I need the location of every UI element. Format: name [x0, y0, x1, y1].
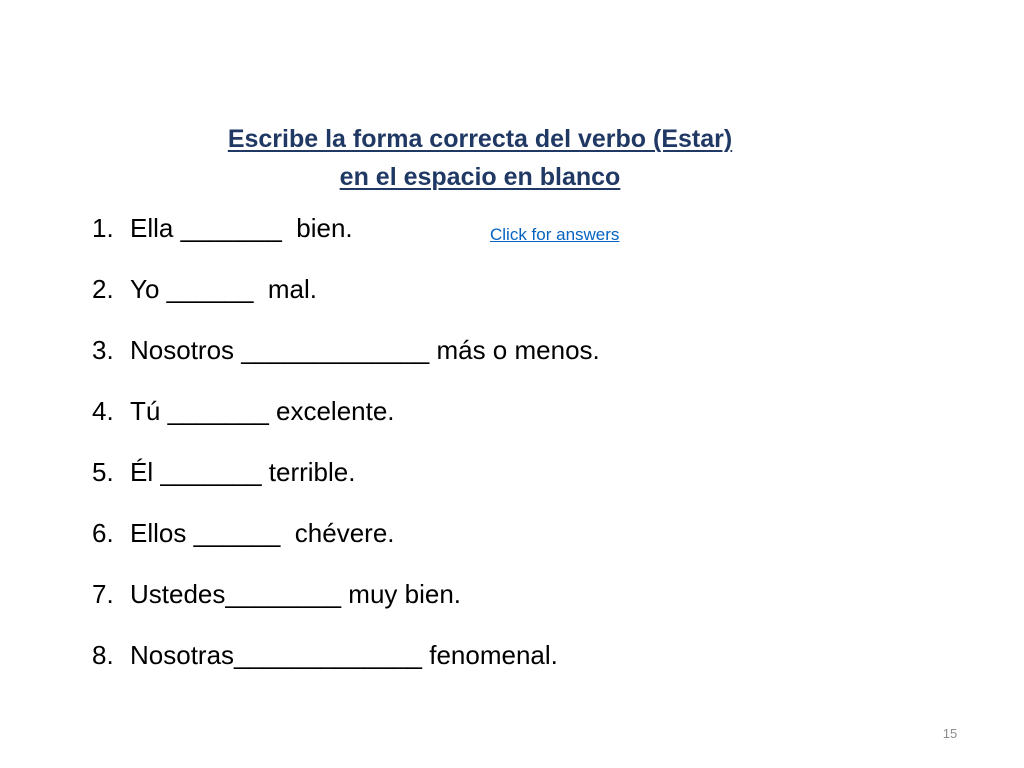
item-number: 7.	[92, 579, 114, 609]
item-text: Ustedes________ muy bien.	[130, 579, 462, 609]
item-text: Nosotros _____________ más o menos.	[130, 335, 600, 365]
exercise-item-4	[92, 396, 600, 457]
item-number: 6.	[92, 518, 114, 548]
exercise-item-8	[92, 640, 600, 701]
item-number: 1.	[92, 213, 114, 243]
title-line-1: Escribe la forma correcta del verbo (Estar)	[227, 125, 733, 153]
page-number: 15	[942, 726, 958, 741]
exercise-item-5	[92, 457, 600, 518]
item-text: Él _______ terrible.	[130, 457, 356, 487]
item-text: Tú _______ excelente.	[130, 396, 395, 426]
item-number: 5.	[92, 457, 114, 487]
item-number: 3.	[92, 335, 114, 365]
title-line-2: en el espacio en blanco	[339, 163, 621, 191]
exercise-item-3	[92, 335, 600, 396]
exercise-list	[92, 213, 600, 701]
click-for-answers-link[interactable]: Click for answers	[490, 225, 620, 244]
item-text: Ellos ______ chévere.	[130, 518, 395, 548]
item-text: Ella _______ bien.	[130, 213, 353, 243]
slide-title	[0, 120, 960, 196]
item-number: 4.	[92, 396, 114, 426]
exercise-item-7	[92, 579, 600, 640]
exercise-item-2	[92, 274, 600, 335]
item-number: 2.	[92, 274, 114, 304]
item-text: Nosotras_____________ fenomenal.	[130, 640, 558, 670]
exercise-item-6	[92, 518, 600, 579]
item-text: Yo ______ mal.	[130, 274, 317, 304]
item-number: 8.	[92, 640, 114, 670]
